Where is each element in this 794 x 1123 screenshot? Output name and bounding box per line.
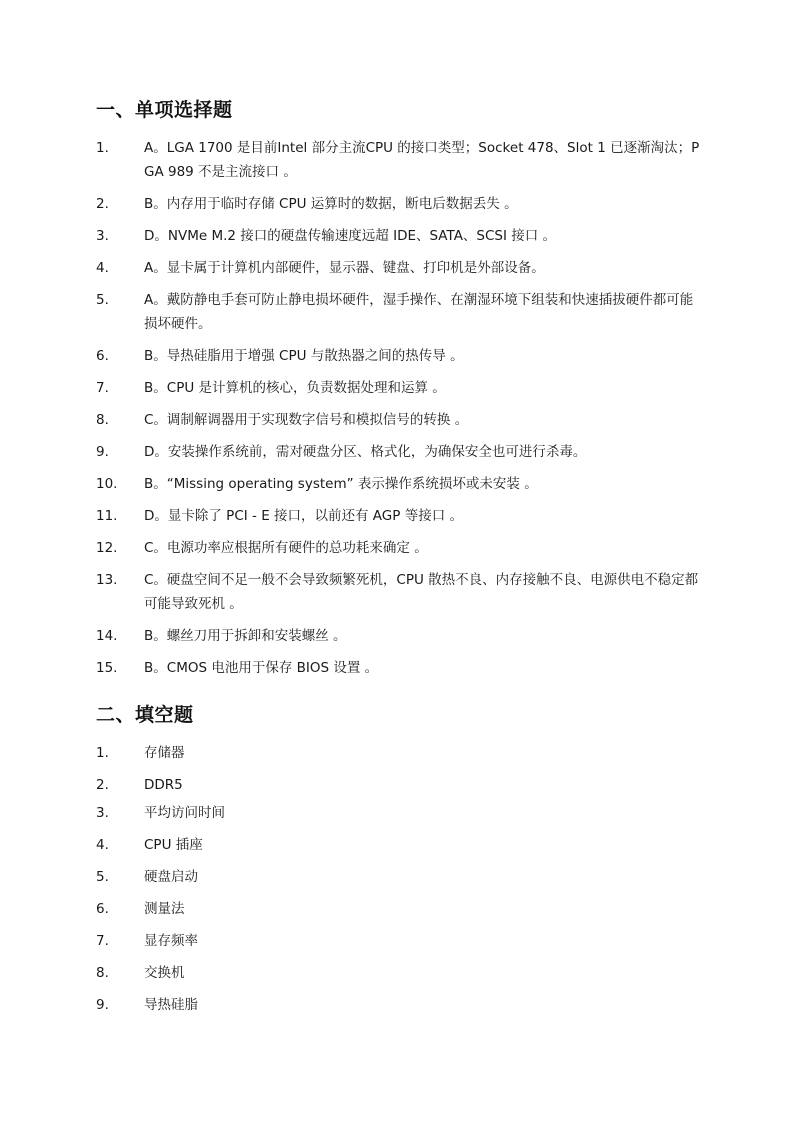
blank-item-9 [96, 993, 706, 1017]
answer-number: 2. [96, 196, 109, 212]
section-title-multiple-choice: 一、单项选择题 [96, 99, 233, 121]
blank-item-6 [96, 897, 706, 921]
answer-number: 6. [96, 348, 109, 364]
answer-text: B。导热硅脂用于增强 CPU 与散热器之间的热传导 。 [144, 348, 464, 364]
answer-text: C。电源功率应根据所有硬件的总功耗来确定 。 [144, 540, 428, 556]
answer-number: 5. [96, 869, 109, 885]
answer-text: B。CPU 是计算机的核心，负责数据处理和运算 。 [144, 380, 446, 396]
answer-text: 测量法 [144, 901, 185, 917]
answer-text: 导热硅脂 [144, 997, 198, 1013]
answer-text: C。硬盘空间不足一般不会导致频繁死机，CPU 散热不良、内存接触不良、电源供电不稳定都可能导致死机 。 [144, 572, 699, 612]
answer-number: 3. [96, 228, 109, 244]
answer-number: 13. [96, 572, 118, 588]
blank-item-3 [96, 801, 706, 825]
answer-item-11 [96, 504, 706, 528]
answer-text: B。CMOS 电池用于保存 BIOS 设置 。 [144, 660, 379, 676]
answer-text: 显存频率 [144, 933, 198, 949]
answer-item-5 [96, 288, 706, 336]
answer-number: 1. [96, 140, 109, 156]
answer-number: 4. [96, 837, 109, 853]
answer-number: 7. [96, 933, 109, 949]
multiple-choice-answer-list [96, 136, 706, 688]
answer-item-2 [96, 192, 706, 216]
answer-text: B。“Missing operating system” 表示操作系统损坏或未安装 。 [144, 476, 538, 492]
answer-item-8 [96, 408, 706, 432]
blank-item-4 [96, 833, 706, 857]
answer-number: 5. [96, 292, 109, 308]
answer-number: 15. [96, 660, 118, 676]
answer-item-15 [96, 656, 706, 680]
answer-text: C。调制解调器用于实现数字信号和模拟信号的转换 。 [144, 412, 469, 428]
answer-number: 9. [96, 997, 109, 1013]
answer-text: 交换机 [144, 965, 185, 981]
answer-item-7 [96, 376, 706, 400]
answer-number: 1. [96, 745, 109, 761]
answer-item-4 [96, 256, 706, 280]
answer-item-9 [96, 440, 706, 464]
answer-number: 14. [96, 628, 118, 644]
blank-item-5 [96, 865, 706, 889]
answer-text: D。NVMe M.2 接口的硬盘传输速度远超 IDE、SATA、SCSI 接口 。 [144, 228, 557, 244]
answer-number: 11. [96, 508, 118, 524]
answer-text: A。戴防静电手套可防止静电损坏硬件，湿手操作、在潮湿环境下组装和快速插拔硬件都可能损坏硬件。 [144, 292, 694, 332]
answer-number: 8. [96, 965, 109, 981]
answer-text: D。安装操作系统前，需对硬盘分区、格式化，为确保安全也可进行杀毒。 [144, 444, 587, 460]
answer-text: DDR5 [144, 777, 183, 793]
answer-text: A。LGA 1700 是目前Intel 部分主流CPU 的接口类型；Socket 478、Slot 1 已逐渐淘汰；PGA 989 不是主流接口 。 [144, 140, 700, 180]
answer-text: D。显卡除了 PCI - E 接口，以前还有 AGP 等接口 。 [144, 508, 463, 524]
answer-number: 2. [96, 777, 109, 793]
answer-number: 9. [96, 444, 109, 460]
answer-text: 存储器 [144, 745, 185, 761]
answer-item-14 [96, 624, 706, 648]
answer-number: 3. [96, 805, 109, 821]
answer-text: 平均访问时间 [144, 805, 225, 821]
blank-item-7 [96, 929, 706, 953]
blank-item-1 [96, 741, 706, 765]
answer-text: B。内存用于临时存储 CPU 运算时的数据，断电后数据丢失 。 [144, 196, 518, 212]
answer-number: 4. [96, 260, 109, 276]
answer-item-10 [96, 472, 706, 496]
fill-in-blank-answer-list [96, 741, 706, 1025]
answer-text: CPU 插座 [144, 837, 203, 853]
answer-number: 12. [96, 540, 118, 556]
answer-number: 10. [96, 476, 118, 492]
answer-number: 8. [96, 412, 109, 428]
answer-number: 7. [96, 380, 109, 396]
answer-number: 6. [96, 901, 109, 917]
answer-item-6 [96, 344, 706, 368]
answer-item-13 [96, 568, 706, 616]
answer-item-3 [96, 224, 706, 248]
answer-item-12 [96, 536, 706, 560]
answer-item-1 [96, 136, 706, 184]
section-title-fill-in-blank: 二、填空题 [96, 704, 194, 726]
answer-text: B。螺丝刀用于拆卸和安装螺丝 。 [144, 628, 347, 644]
blank-item-2 [96, 773, 706, 797]
answer-text: A。显卡属于计算机内部硬件，显示器、键盘、打印机是外部设备。 [144, 260, 545, 276]
answer-text: 硬盘启动 [144, 869, 198, 885]
blank-item-8 [96, 961, 706, 985]
